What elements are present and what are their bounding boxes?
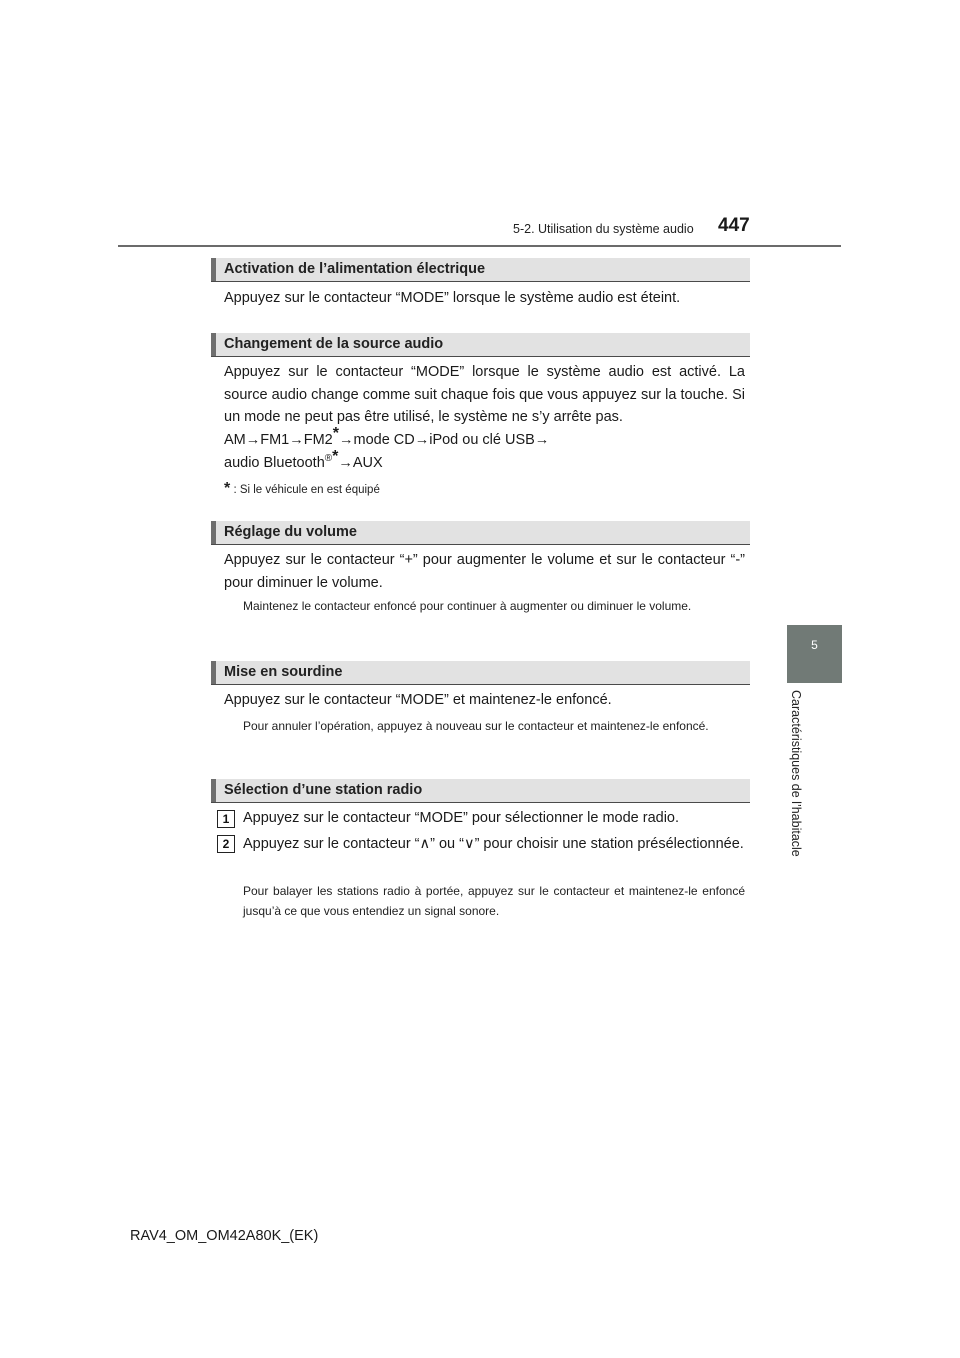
- step-1-badge: 1: [217, 810, 235, 828]
- optional-star-2: *: [332, 447, 339, 465]
- section-heading-mute-text: Mise en sourdine: [224, 664, 343, 680]
- running-header-section: 5-2. Utilisation du système audio: [513, 222, 694, 236]
- footnote-star: *: [224, 480, 231, 497]
- mute-note: Pour annuler l’opération, appuyez à nouveau sur le contacteur et maintenez-le enfoncé.: [243, 719, 709, 733]
- section-heading-station: [211, 779, 750, 803]
- document-code: RAV4_OM_OM42A80K_(EK): [130, 1228, 319, 1244]
- source-instruction: Appuyez sur le contacteur “MODE” lorsque le système audio est activé. La source audio change comme suit chaque fois que vous appuyez sur la touche. Si un mode ne peut pas être utilisé, le système ne s’y arrête pas.: [224, 364, 745, 425]
- section-heading-station-text: Sélection d’une station radio: [224, 782, 423, 798]
- section-heading-volume: [211, 521, 750, 545]
- chapter-tab: [787, 625, 842, 683]
- volume-instruction: Appuyez sur le contacteur “+” pour augmenter le volume et sur le contacteur “-” pour diminuer le volume.: [224, 552, 745, 591]
- section-heading-mute: [211, 661, 750, 685]
- section-heading-power: [211, 258, 750, 282]
- source-sequence-line2a: audio Bluetooth: [224, 454, 325, 471]
- volume-note: Maintenez le contacteur enfoncé pour continuer à augmenter ou diminuer le volume.: [243, 599, 692, 613]
- registered-mark: ®: [324, 452, 333, 464]
- chapter-tab-title: Caractéristiques de l’habitacle: [789, 690, 803, 857]
- source-sequence: [224, 425, 745, 474]
- source-sequence-line1a: AM→FM1→FM2: [224, 432, 333, 448]
- step-2-badge: 2: [217, 835, 235, 853]
- page-number: 447: [718, 215, 750, 236]
- station-step-2: Appuyez sur le contacteur “∧” ou “∨” pour choisir une station présélectionnée.: [243, 836, 744, 852]
- section-heading-volume-text: Réglage du volume: [224, 524, 357, 540]
- source-sequence-line2b: →AUX: [338, 454, 383, 471]
- section-heading-source: [211, 333, 750, 357]
- section-heading-power-text: Activation de l’alimentation électrique: [224, 261, 486, 277]
- station-note: Pour balayer les stations radio à portée, appuyez sur le contacteur et maintenez-le enfoncé jusqu’à ce que vous entendiez un signal sonore.: [243, 884, 745, 918]
- footnote-text: : Si le véhicule en est équipé: [233, 484, 380, 496]
- footnote: [224, 480, 380, 498]
- mute-instruction: Appuyez sur le contacteur “MODE” et maintenez-le enfoncé.: [224, 692, 612, 708]
- chapter-tab-number: 5: [811, 638, 818, 652]
- header-rule: [118, 245, 841, 247]
- station-step-1: Appuyez sur le contacteur “MODE” pour sélectionner le mode radio.: [243, 810, 680, 826]
- source-sequence-line1b: →mode CD→iPod ou clé USB→: [338, 432, 550, 448]
- section-heading-source-text: Changement de la source audio: [224, 336, 444, 352]
- power-instruction: Appuyez sur le contacteur “MODE” lorsque le système audio est éteint.: [224, 290, 681, 306]
- optional-star: *: [332, 425, 339, 443]
